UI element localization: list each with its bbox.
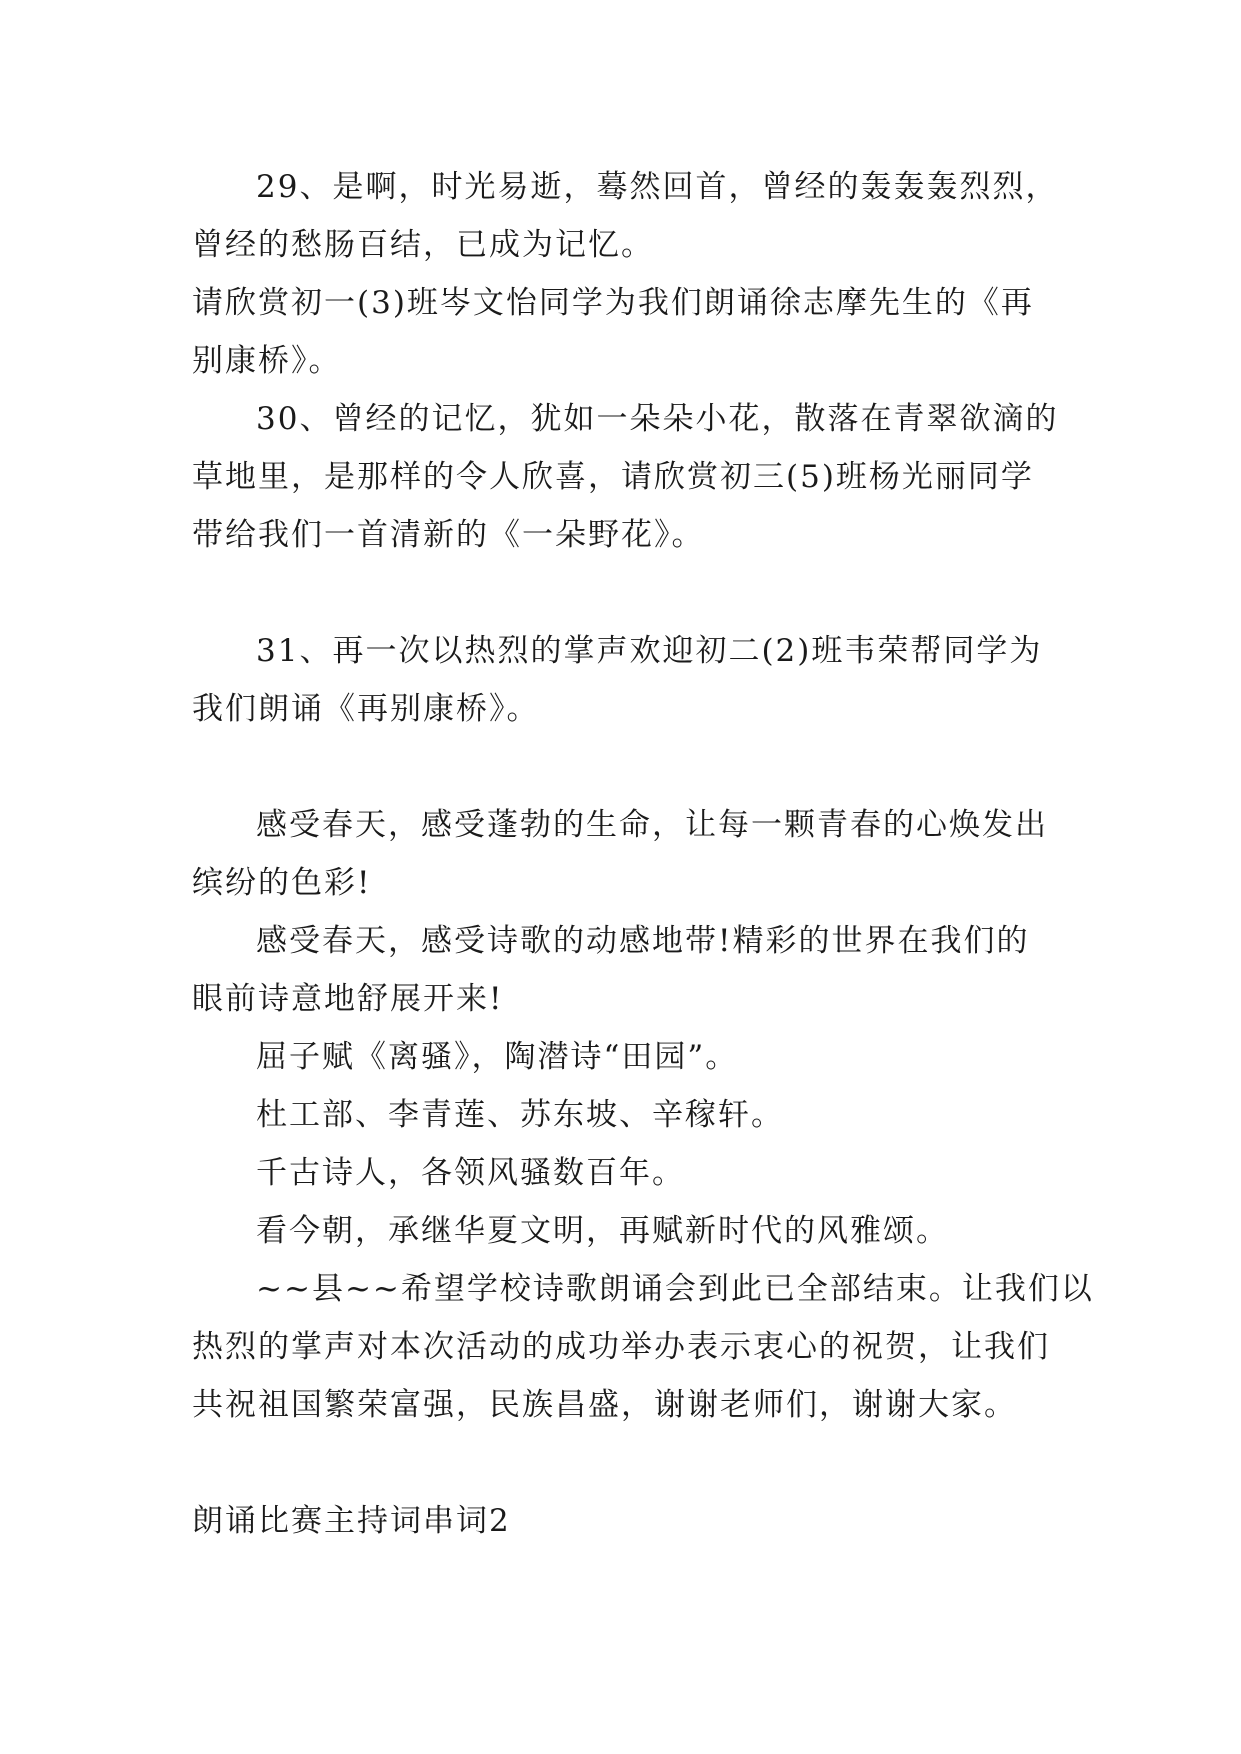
poem-line-2: 杜工部、李青莲、苏东坡、辛稼轩。 [256,1097,784,1133]
ending-line-3: 共祝祖国繁荣富强，民族昌盛，谢谢老师们，谢谢大家。 [192,1387,1017,1423]
paragraph-30-line-3: 带给我们一首清新的《一朵野花》。 [192,517,705,553]
paragraph-31-line-2: 我们朗诵《再别康桥》。 [192,691,540,727]
paragraph-31-line-1: 31、再一次以热烈的掌声欢迎初二(2)班韦荣帮同学为 [256,633,1043,669]
poem-line-4: 看今朝，承继华夏文明，再赋新时代的风雅颂。 [256,1213,949,1249]
closing-line-1: 感受春天，感受蓬勃的生命，让每一颗青春的心焕发出 [256,807,1048,843]
section-heading: 朗诵比赛主持词串词2 [192,1503,511,1539]
ending-line-1: ~~县~~希望学校诗歌朗诵会到此已全部结束。让我们以 [256,1271,1094,1307]
paragraph-29b-line-2: 别康桥》。 [192,343,342,379]
poem-line-1: 屈子赋《离骚》，陶潜诗“田园”。 [256,1039,739,1075]
closing-line-4: 眼前诗意地舒展开来! [192,981,504,1017]
closing-line-2: 缤纷的色彩! [192,865,372,901]
paragraph-29-line-2: 曾经的愁肠百结，已成为记忆。 [192,227,654,263]
closing-line-3: 感受春天，感受诗歌的动感地带!精彩的世界在我们的 [256,923,1030,959]
paragraph-30-line-2: 草地里，是那样的令人欣喜，请欣赏初三(5)班杨光丽同学 [192,459,1034,495]
paragraph-29-line-1: 29、是啊，时光易逝，蓦然回首，曾经的轰轰轰烈烈， [256,169,1059,205]
paragraph-30-line-1: 30、曾经的记忆，犹如一朵朵小花，散落在青翠欲滴的 [256,401,1059,437]
poem-line-3: 千古诗人，各领风骚数百年。 [256,1155,685,1191]
paragraph-29b-line-1: 请欣赏初一(3)班岑文怡同学为我们朗诵徐志摩先生的《再 [192,285,1034,321]
ending-line-2: 热烈的掌声对本次活动的成功举办表示衷心的祝贺，让我们 [192,1329,1050,1365]
